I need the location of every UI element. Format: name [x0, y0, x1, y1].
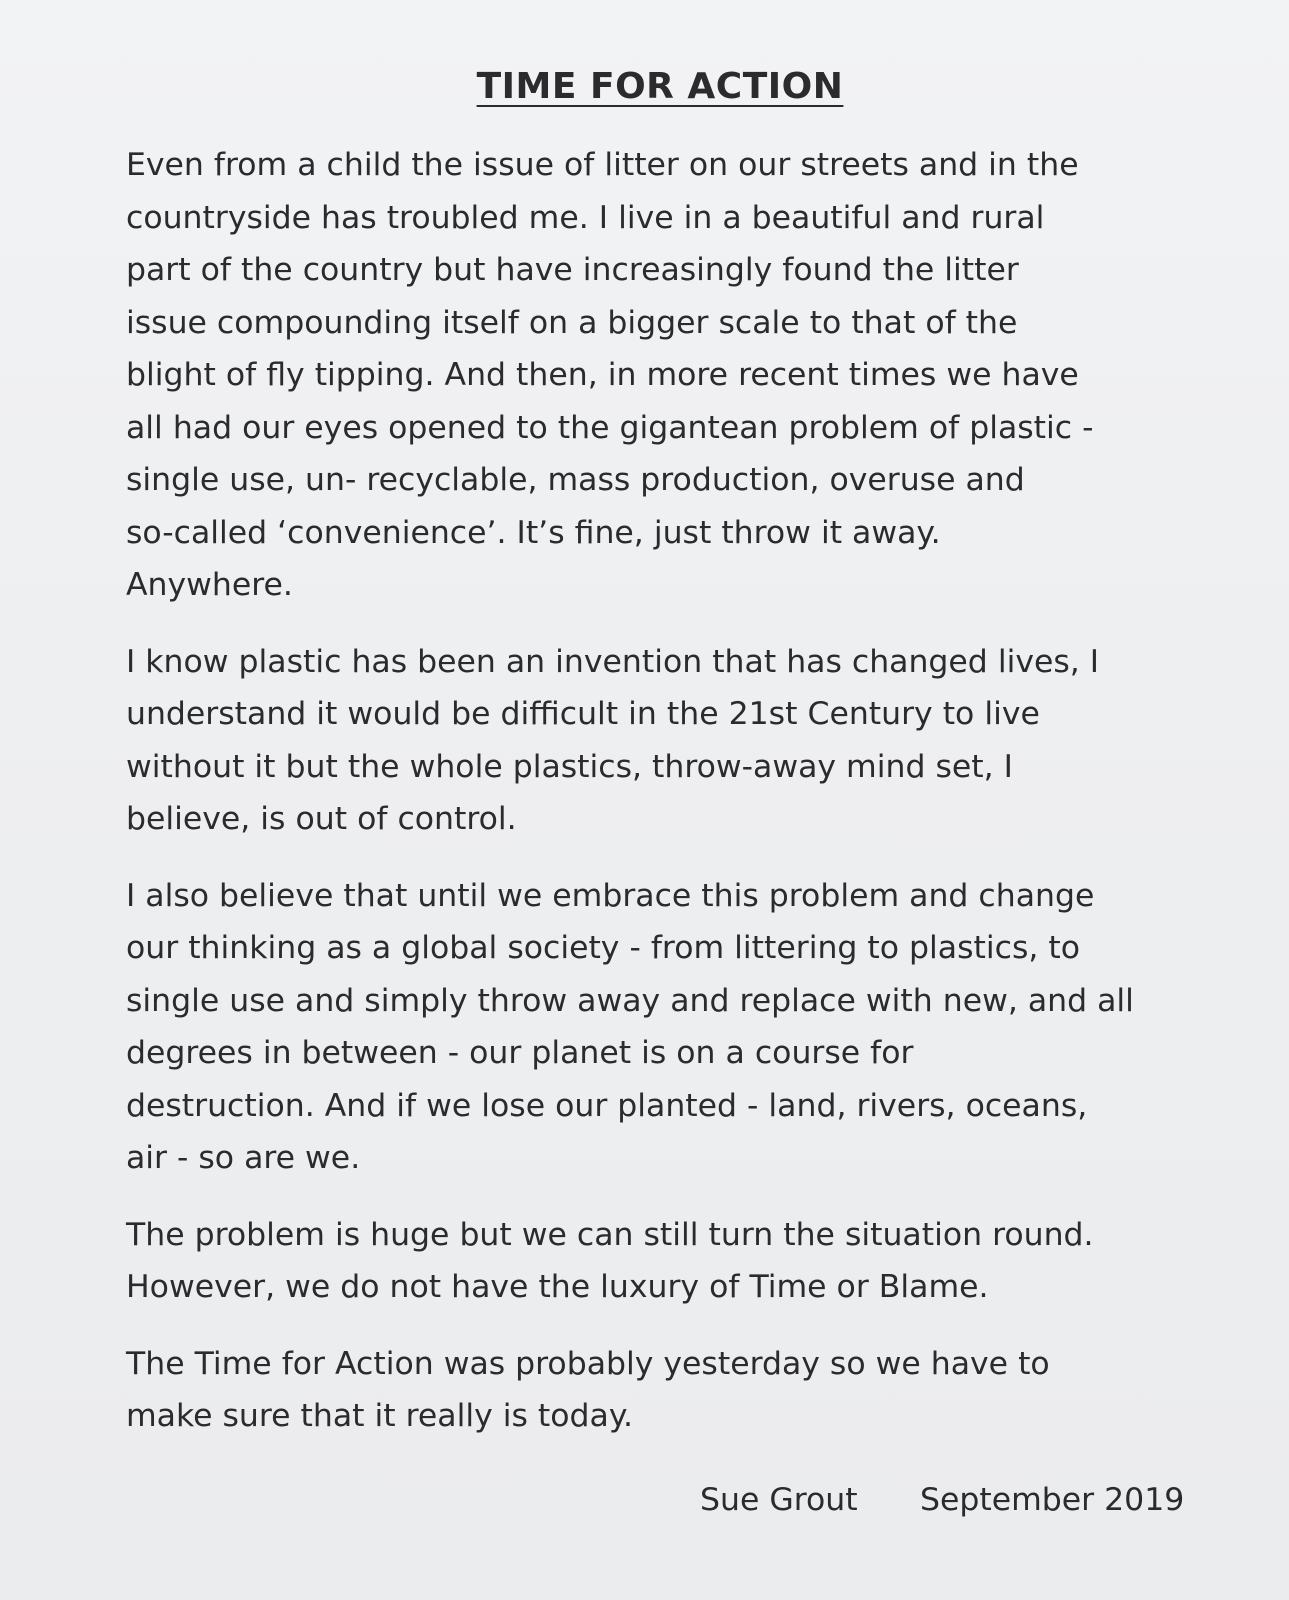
text-line: degrees in between - our planet is on a course for [126, 1035, 914, 1071]
text-line: issue compounding itself on a bigger scale to that of the [126, 304, 1018, 341]
text-line: understand it would be difficult in the 21st Century to live [126, 696, 1040, 732]
paragraph [126, 1209, 1186, 1314]
text-line: so-called ‘convenience’. It’s fine, just throw it away. [126, 514, 941, 551]
text-line: Anywhere. [126, 567, 293, 603]
document-title-text: TIME FOR ACTION [476, 66, 844, 107]
text-line: blight of fly tipping. And then, in more recent times we have [126, 357, 1079, 393]
text-line: believe, is out of control. [126, 801, 517, 837]
paragraph [126, 870, 1186, 1185]
document-title [0, 66, 1289, 107]
paragraph [126, 139, 1186, 612]
signoff [700, 1482, 1184, 1518]
text-line: make sure that it really is today. [126, 1398, 633, 1434]
text-line: single use, un- recyclable, mass production, overuse and [126, 462, 1025, 498]
document-body [126, 139, 1186, 1467]
text-line: I know plastic has been an invention that has changed lives, I [126, 643, 1100, 680]
paragraph [126, 1338, 1186, 1443]
text-line: air - so are we. [126, 1140, 361, 1176]
text-line: our thinking as a global society - from littering to plastics, to [126, 930, 1080, 966]
text-line: all had our eyes opened to the gigantean problem of plastic - [126, 409, 1094, 446]
text-line: without it but the whole plastics, throw-away mind set, I [126, 748, 1013, 785]
text-line: countryside has troubled me. I live in a beautiful and rural [126, 199, 1045, 236]
text-line: However, we do not have the luxury of Time or Blame. [126, 1269, 989, 1305]
author-name: Sue Grout [700, 1482, 858, 1518]
text-line: The problem is huge but we can still turn the situation round. [126, 1216, 1094, 1253]
paragraph [126, 636, 1186, 846]
text-line: I also believe that until we embrace this problem and change [126, 877, 1095, 914]
document-date: September 2019 [920, 1482, 1185, 1518]
text-line: part of the country but have increasingly found the litter [126, 252, 1019, 288]
text-line: Even from a child the issue of litter on our streets and in the [126, 147, 1079, 183]
text-line: destruction. And if we lose our planted - land, rivers, oceans, [126, 1087, 1088, 1124]
text-line: The Time for Action was probably yesterday so we have to [126, 1345, 1050, 1382]
text-line: single use and simply throw away and replace with new, and all [126, 982, 1134, 1019]
